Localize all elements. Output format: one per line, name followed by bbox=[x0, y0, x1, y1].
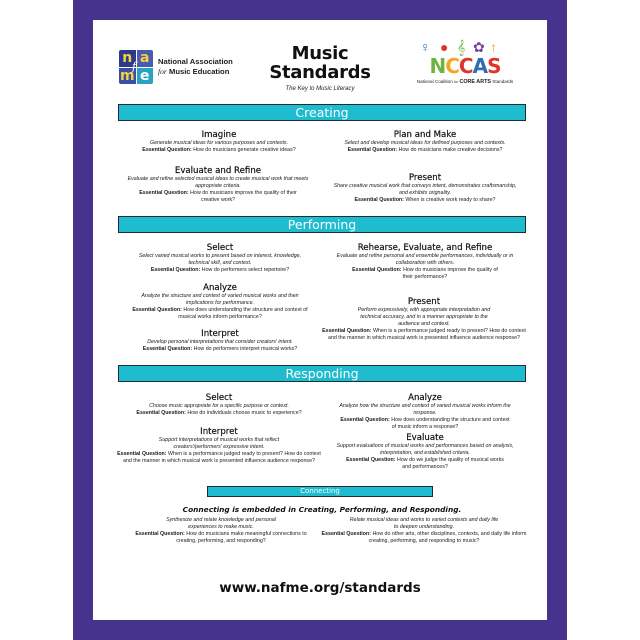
nccas-figures bbox=[400, 38, 530, 56]
essential-question bbox=[116, 451, 322, 465]
subtitle: The Key to Music Literacy bbox=[285, 86, 355, 92]
standard-title: Select bbox=[205, 393, 233, 403]
essential-question bbox=[328, 417, 522, 431]
section-bar-performing: Performing bbox=[118, 216, 526, 233]
standard-title: Interpret bbox=[201, 329, 239, 339]
eq-text: How do musicians make meaningful connections to creating, performing, and responding? bbox=[176, 530, 307, 544]
standard-title: Analyze bbox=[408, 393, 442, 403]
eq-text: How do performers select repertoire? bbox=[201, 266, 290, 273]
standard-present-creating bbox=[330, 173, 520, 204]
essential-question bbox=[318, 531, 530, 545]
eq-label: Essential Question: bbox=[142, 146, 192, 153]
nccas-caption bbox=[400, 79, 530, 85]
standard-description: Select varied musical works to present based on interest, knowledge, technical skill, and context. bbox=[138, 253, 302, 266]
eq-text: When is creative work ready to share? bbox=[405, 196, 496, 203]
standard-title: Present bbox=[408, 173, 442, 183]
standard-description: Choose music appropriate for a specific purpose or context. bbox=[149, 403, 289, 409]
eq-label: Essential Question: bbox=[346, 456, 396, 463]
essential-question bbox=[132, 307, 308, 321]
nafme-logo bbox=[119, 50, 233, 84]
standard-interpret-performing bbox=[120, 329, 320, 353]
eq-text: How does understanding the structure and context of music inform a response? bbox=[391, 416, 510, 430]
eq-label: Essential Question: bbox=[340, 416, 390, 423]
eq-text: How do musicians improve the quality of their creative work? bbox=[190, 189, 297, 203]
eq-text: How do other arts, other disciplines, contexts, and daily life inform creating, performing, and responding to music? bbox=[368, 530, 527, 544]
standard-present-performing bbox=[318, 297, 530, 342]
caption-text: National Coalition bbox=[416, 79, 453, 84]
essential-question bbox=[118, 147, 320, 154]
logo-letter: S bbox=[487, 54, 501, 78]
logo-letter: n bbox=[119, 50, 136, 67]
standard-description: Analyze how the structure and context of varied musical works inform the response. bbox=[339, 403, 511, 416]
eq-label: Essential Question: bbox=[142, 345, 193, 352]
logo-letter: N bbox=[429, 54, 446, 78]
eq-label: Essential Question: bbox=[136, 409, 186, 416]
section-bar-responding: Responding bbox=[118, 365, 526, 382]
standard-description: Generate musical ideas for various purposes and contexts. bbox=[149, 140, 289, 146]
standard-description: Relate musical ideas and works to varied contexts and daily life to deepen understanding. bbox=[349, 517, 499, 530]
eq-label: Essential Question: bbox=[322, 327, 372, 334]
page-title bbox=[220, 44, 420, 92]
standard-title: Evaluate bbox=[406, 433, 444, 443]
eq-label: Essential Question: bbox=[352, 266, 402, 273]
caption-text: for bbox=[454, 80, 459, 84]
eq-text: When is a performance judged ready to present? How do context and the manner in which musical work is presented influence audience response? bbox=[328, 327, 526, 341]
standard-title: Select bbox=[206, 243, 234, 253]
caption-text: CORE ARTS bbox=[459, 79, 491, 85]
standard-evaluate-responding bbox=[328, 433, 522, 471]
standard-rehearse-evaluate-refine bbox=[332, 243, 518, 281]
standard-imagine bbox=[118, 130, 320, 154]
logo-letter: m bbox=[119, 67, 135, 84]
section-bar-connecting: Connecting bbox=[207, 486, 433, 497]
standard-interpret-responding bbox=[116, 427, 322, 465]
standard-description: Develop personal interpretations that consider creators' intent. bbox=[147, 339, 293, 345]
eq-text: How do musicians improve the quality of their performance? bbox=[402, 266, 498, 280]
essential-question bbox=[330, 197, 520, 204]
section-bar-creating: Creating bbox=[118, 104, 526, 121]
logo-letter: a bbox=[137, 50, 154, 67]
standard-plan-and-make bbox=[322, 130, 528, 154]
standard-description: Support evaluations of musical works and performances based on analysis, interpretation, and established criteria. bbox=[336, 443, 514, 456]
logo-letter: f bbox=[132, 60, 137, 73]
standard-title: Imagine bbox=[201, 130, 237, 140]
connecting-standard-2 bbox=[318, 517, 530, 545]
eq-label: Essential Question: bbox=[132, 306, 182, 313]
standard-description: Evaluate and refine personal and ensemble performances, individually or in collaboration with others. bbox=[336, 253, 514, 266]
nccas-logo bbox=[400, 38, 530, 85]
eq-text: How do musicians generate creative ideas? bbox=[193, 146, 296, 153]
eq-label: Essential Question: bbox=[150, 266, 201, 273]
logo-letter: e bbox=[137, 68, 154, 85]
art-palette-icon: ✿ bbox=[473, 39, 485, 55]
eq-label: Essential Question: bbox=[354, 196, 404, 203]
standard-title: Evaluate and Refine bbox=[174, 166, 262, 176]
essential-question bbox=[132, 267, 308, 274]
eq-label: Essential Question: bbox=[135, 530, 185, 537]
title-line1: Music bbox=[291, 43, 349, 64]
caption-text: Standards bbox=[492, 79, 514, 84]
standard-description: Support interpretations of musical works that reflect creators'/performers' expressive intent. bbox=[158, 437, 280, 450]
essential-question bbox=[116, 410, 322, 417]
essential-question bbox=[318, 328, 530, 342]
standards-url[interactable]: www.nafme.org/standards bbox=[219, 580, 421, 596]
standard-title: Present bbox=[407, 297, 441, 307]
essential-question bbox=[125, 190, 311, 204]
essential-question bbox=[134, 531, 308, 545]
standard-analyze-responding bbox=[328, 393, 522, 431]
nccas-letters bbox=[400, 56, 530, 76]
trumpet-icon: ↑ bbox=[490, 39, 497, 55]
standard-analyze-performing bbox=[132, 283, 308, 321]
standard-description: Share creative musical work that conveys intent, demonstrates craftsmanship, and exhibits orignality. bbox=[333, 183, 517, 196]
eq-label: Essential Question: bbox=[321, 530, 371, 537]
title-line2: Standards bbox=[269, 62, 371, 83]
standard-title: Rehearse, Evaluate, and Refine bbox=[357, 243, 493, 253]
eq-text: How do individuals choose music to experience? bbox=[187, 409, 302, 416]
dancer-icon: ♀ bbox=[420, 39, 431, 55]
eq-label: Essential Question: bbox=[117, 450, 167, 457]
standard-select-performing bbox=[132, 243, 308, 274]
standard-title: Plan and Make bbox=[393, 130, 457, 140]
eq-text: How does understanding the structure and context of musical works inform performance? bbox=[178, 306, 308, 320]
logo-letter: C bbox=[445, 54, 459, 78]
standard-description: Analyze the structure and context of varied musical works and their implications for performance. bbox=[141, 293, 299, 306]
standard-description: Evaluate and refine selected musical ideas to create musical work that meets appropriate criteria. bbox=[127, 176, 309, 189]
essential-question bbox=[322, 147, 528, 154]
eq-label: Essential Question: bbox=[139, 189, 189, 196]
nafme-music-education: Music Education bbox=[169, 67, 230, 76]
connecting-headline: Connecting is embedded in Creating, Performing, and Responding. bbox=[182, 505, 462, 514]
essential-question bbox=[120, 346, 320, 353]
standard-evaluate-and-refine bbox=[125, 166, 311, 204]
logo-letter: A bbox=[472, 54, 488, 78]
standard-description: Perform expressively, with appropriate interpretation and technical accuracy, and in a manner appropriate to the audience and context. bbox=[357, 307, 491, 327]
nafme-for: for bbox=[158, 67, 167, 76]
nafme-name-line1: National Association bbox=[158, 57, 233, 66]
standard-select-responding bbox=[116, 393, 322, 417]
nafme-logo-mark bbox=[119, 50, 153, 84]
essential-question bbox=[332, 267, 518, 281]
standard-title: Analyze bbox=[203, 283, 237, 293]
standard-description: Synthesize and relate knowledge and personal experiences to make music. bbox=[166, 517, 276, 530]
logo-letter: C bbox=[458, 54, 473, 78]
standard-description: Select and develop musical ideas for defined purposes and contexts. bbox=[344, 140, 506, 146]
treble-clef-icon: 𝄞 bbox=[457, 39, 466, 55]
connecting-standard-1 bbox=[134, 517, 308, 545]
eq-text: When is a performance judged ready to present? How do context and the manner in which musical work is presented influence audience response? bbox=[123, 450, 321, 464]
eq-label: Essential Question: bbox=[347, 146, 398, 153]
eq-text: How do performers interpret musical works? bbox=[193, 345, 298, 352]
eq-text: How do musicians make creative decisions? bbox=[398, 146, 503, 153]
essential-question bbox=[328, 457, 522, 471]
theater-mask-icon: ● bbox=[440, 39, 449, 55]
eq-text: How do we judge the quality of musical works and performances? bbox=[397, 456, 504, 470]
standard-title: Interpret bbox=[200, 427, 238, 437]
